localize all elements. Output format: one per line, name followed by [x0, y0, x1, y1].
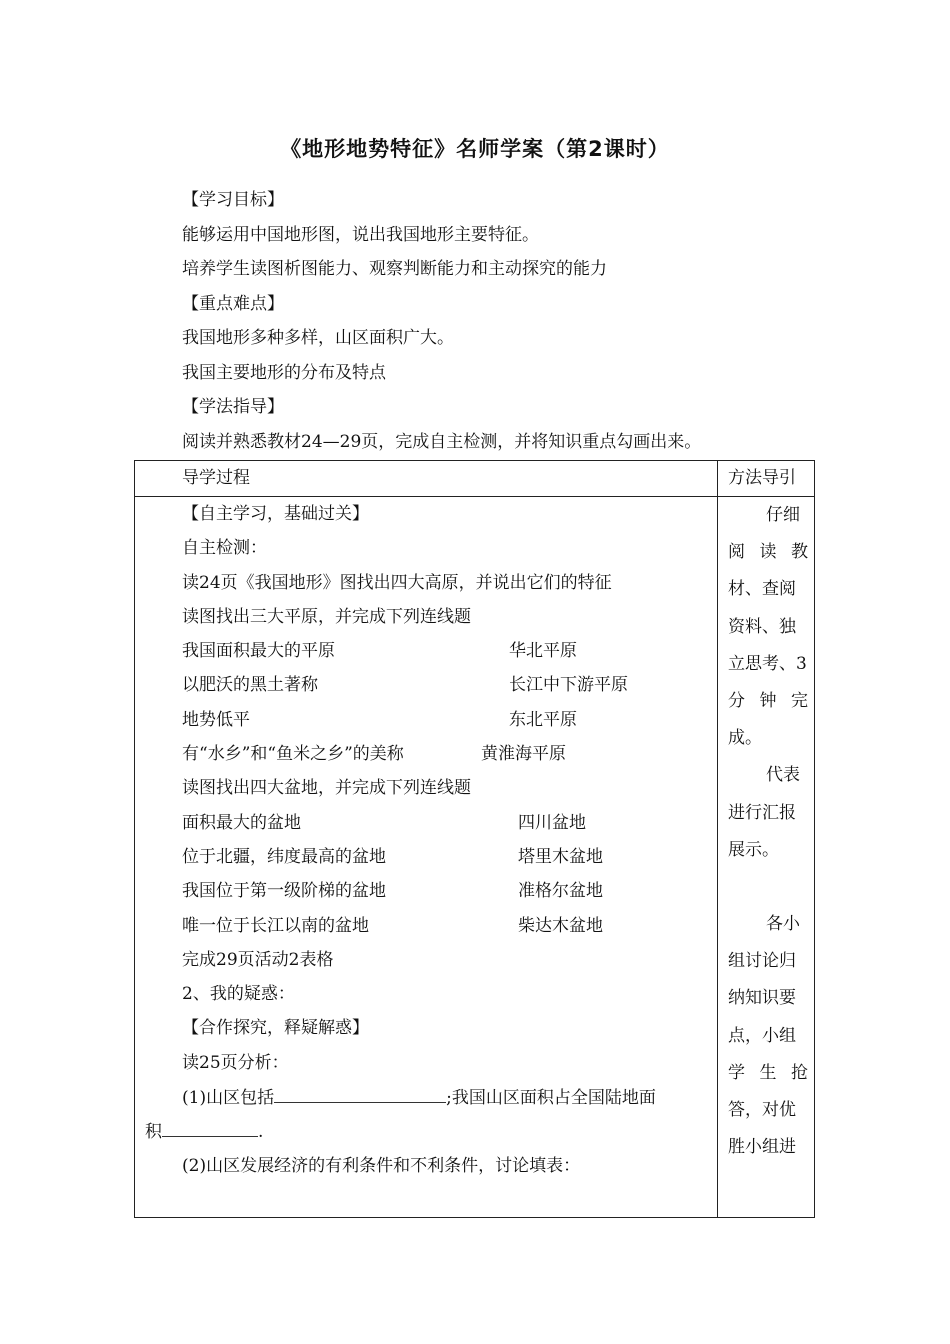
table-column-divider [717, 460, 718, 1218]
side-line: 胜小组进 [728, 1137, 796, 1158]
plain-name: 华北平原 [509, 641, 577, 662]
plain-description: 地势低平 [182, 709, 250, 730]
side-line [728, 534, 808, 571]
question-plateaus: 读24页《我国地形》图找出四大高原，并说出它们的特征 [182, 572, 612, 593]
side-line [728, 683, 808, 720]
side-line: 材、查阅 [728, 579, 796, 600]
mountain-economy-question: (2)山区发展经济的有利条件和不利条件，讨论填表： [182, 1155, 581, 1176]
basin-match-row [182, 874, 712, 908]
basin-description: 我国位于第一级阶梯的盆地 [182, 881, 386, 902]
side-char: 学 [728, 1062, 745, 1083]
section-cooperative-inquiry: 【合作探究，释疑解惑】 [182, 1018, 369, 1039]
intro-section [182, 186, 701, 462]
goal-line-2: 培养学生读图析图能力、观察判断能力和主动探究的能力 [182, 259, 607, 279]
basin-name: 准格尔盆地 [518, 881, 603, 902]
side-char: 生 [759, 1062, 777, 1083]
self-check-label: 自主检测： [182, 538, 267, 559]
side-line: 资料、独 [728, 616, 796, 637]
header-method-guide: 方法导引 [728, 468, 796, 488]
study-method-line: 阅读并熟悉教材24—29页，完成自主检测，并将知识重点勾画出来。 [182, 431, 702, 452]
mountain-area-question [182, 1080, 712, 1114]
side-char: 读 [759, 542, 777, 563]
plain-name: 长江中下游平原 [509, 675, 628, 696]
mountain-area-prefix: (1)山区包括 [182, 1088, 275, 1109]
side-line: 点，小组 [728, 1025, 796, 1046]
guide-process-column [145, 497, 712, 1183]
plain-description: 我国面积最大的平原 [182, 641, 335, 662]
plain-match-row [182, 737, 712, 771]
goal-line-1: 能够运用中国地形图，说出我国地形主要特征。 [182, 224, 539, 245]
basin-description: 面积最大的盆地 [182, 812, 301, 833]
basin-description: 唯一位于长江以南的盆地 [182, 915, 369, 936]
side-spacer [728, 869, 808, 906]
basin-match-row [182, 806, 712, 840]
side-line: 各小 [766, 914, 800, 935]
side-char: 钟 [759, 690, 777, 711]
basin-match-row [182, 909, 712, 943]
my-doubts: 2、我的疑惑： [182, 984, 295, 1005]
side-line: 纳知识要 [728, 988, 796, 1009]
key-point-1: 我国地形多种多样，山区面积广大。 [182, 328, 454, 348]
key-point-2: 我国主要地形的分布及特点 [182, 362, 386, 383]
side-line: 立思考、3 [728, 653, 807, 674]
mountain-types-blank[interactable] [274, 1080, 446, 1103]
side-char: 抢 [791, 1062, 808, 1083]
plain-match-row [182, 668, 712, 702]
side-char: 分 [728, 690, 745, 711]
side-char: 教 [791, 542, 808, 563]
heading-learning-goals: 【学习目标】 [182, 190, 284, 210]
side-line: 答，对优 [728, 1100, 796, 1120]
side-char: 完 [791, 690, 808, 711]
mountain-area-wrap: 积 [145, 1122, 162, 1143]
plain-name: 黄淮海平原 [481, 744, 566, 765]
question-activity-table: 完成29页活动2表格 [182, 949, 334, 970]
side-line: 组讨论归 [728, 951, 796, 972]
mountain-percent-blank[interactable] [162, 1114, 258, 1137]
plain-match-row [182, 634, 712, 668]
side-line: 仔细 [766, 505, 800, 525]
side-char: 阅 [728, 542, 745, 563]
side-line: 展示。 [728, 839, 779, 860]
mountain-area-period: . [258, 1122, 264, 1143]
basin-name: 柴达木盆地 [518, 915, 603, 936]
read-page-25: 读25页分析： [182, 1052, 289, 1073]
basin-match-row [182, 840, 712, 874]
side-line: 成。 [728, 728, 762, 749]
method-guide-column [728, 497, 808, 1166]
heading-study-method: 【学法指导】 [182, 397, 284, 417]
basin-name: 四川盆地 [518, 812, 586, 833]
section-self-study: 【自主学习，基础过关】 [182, 504, 369, 524]
mountain-area-question-cont [145, 1114, 712, 1148]
side-line: 进行汇报 [728, 802, 796, 823]
plain-description: 有“水乡”和“鱼米之乡”的美称 [182, 744, 404, 765]
plain-match-row [182, 703, 712, 737]
mountain-area-mid: ;我国山区面积占全国陆地面 [446, 1088, 656, 1109]
document-title: 《地形地势特征》名师学案（第2课时） [280, 137, 670, 161]
side-line: 代表 [766, 765, 800, 786]
side-line [728, 1055, 808, 1092]
question-basins: 读图找出四大盆地，并完成下列连线题 [182, 778, 471, 799]
basin-name: 塔里木盆地 [518, 846, 603, 867]
question-plains: 读图找出三大平原，并完成下列连线题 [182, 606, 471, 627]
header-guide-process: 导学过程 [182, 468, 250, 488]
heading-key-points: 【重点难点】 [182, 293, 284, 314]
basin-description: 位于北疆，纬度最高的盆地 [182, 846, 386, 867]
plain-description: 以肥沃的黑土著称 [182, 675, 318, 696]
plain-name: 东北平原 [509, 709, 577, 730]
